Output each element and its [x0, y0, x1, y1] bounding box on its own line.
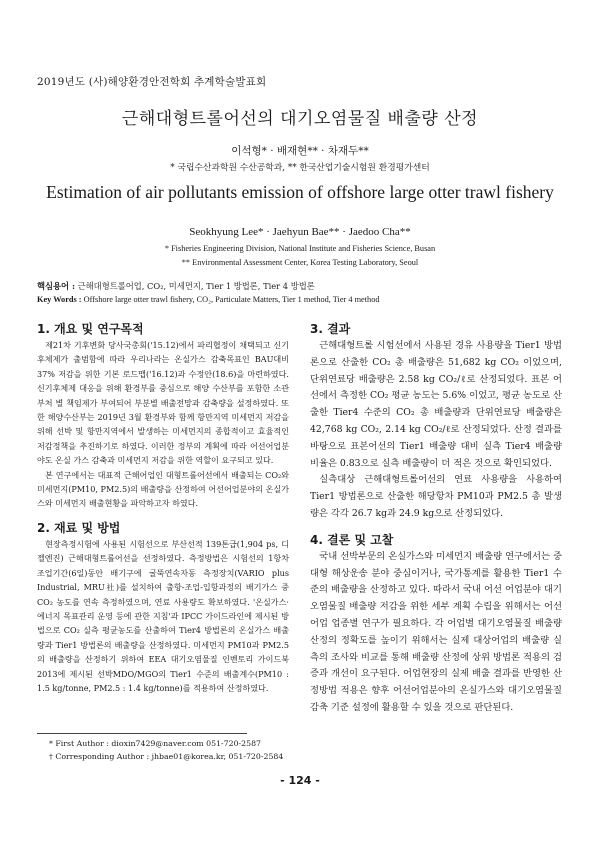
page-number: - 124 - — [280, 774, 320, 787]
keywords-english-label: Key Words : — [37, 295, 82, 304]
left-column — [37, 320, 289, 695]
footnote-first-author: * First Author : dioxin7429@naver.com 051-720-2587 — [49, 739, 262, 748]
overview-paragraph-2: 본 연구에서는 대표적 근해어업인 대형트롤어선에서 배출되는 CO₂와 미세먼지(PM10, PM2.5)의 배출량을 산정하여 어선어업분야의 온실가스와 미세먼지 배출현황을 파악하고자 하였다. — [37, 469, 289, 509]
affiliation-korean: * 국립수산과학원 수산공학과, ** 한국산업기술시험원 환경평가센터 — [170, 163, 430, 173]
keywords-english — [37, 295, 380, 304]
keywords-korean-label: 핵심용어 : — [37, 281, 76, 291]
section-heading-results: 3. 결과 — [310, 322, 351, 336]
section-heading-conclusion: 4. 결론 및 고찰 — [310, 532, 394, 547]
footnote-corresponding-author: † Corresponding Author : jhbae01@korea.kr, 051-720-2584 — [49, 752, 284, 761]
results-paragraph-1: 근해대형트롤 시험선에서 사용된 경유 사용량을 Tier1 방법론으로 산출한 CO₂ 총 배출량은 51,682 kg CO₂ 이었으며, 단위연료당 배출량은 2.58 kg CO₂/ℓ로 산정되었다. 표본 어선에서 측정한 CO₂ 평균 농도는 5.6% 이었고, 평균 농도로 산출한 Tier4 수준의 CO₂ 총 배출량과 단위연료당 배출량은 42,768 kg CO₂, 2.14 kg CO₂/ℓ로 산정되었다. 산정 결과를 바탕으로 표본어선의 Tier1 배출량 대비 실측 Tier4 배출량 비율은 0.83으로 실측 배출량이 더 적은 것으로 확인되었다. — [310, 340, 562, 469]
paper-title-english: Estimation of air pollutants emission of offshore large otter trawl fishery — [46, 182, 554, 202]
section-heading-overview: 1. 개요 및 연구목적 — [37, 322, 144, 336]
paper-title-korean: 근해대형트롤어선의 대기오염물질 배출량 산정 — [121, 109, 479, 129]
authors-english: Seokhyung Lee* · Jaehyun Bae** · Jaedoo Cha** — [189, 226, 411, 238]
conclusion-paragraph-1: 국내 선박부문의 온실가스와 미세먼지 배출량 연구에서는 중대형 해상운송 분야 중심이거나, 국가통계를 활용한 Tier1 수준의 배출량을 산정하고 있다. 따라서 국내 어선 어업분야 대기오염물질 배출량 저감을 위한 세부 계획 수립을 위해서는 어선어업 업종별 연구가 필요하다. 각 어업별 대기오염물질 배출량 산정의 정확도를 높이기 위해서는 실제 대상어업의 배출량 실측의 조사와 비교를 통해 배출량 산정에 상위 방법론 적용의 검증과 개선이 요구된다. 어업현장의 실제 배출 결과를 반영한 산정방법 적용은 향후 어선어업분야의 온실가스와 대기오염물질 감축 기준 설정에 활용할 수 있을 것으로 판단된다. — [310, 550, 562, 713]
right-column — [310, 320, 562, 717]
results-paragraph-2: 실측대상 근해대형트롤어선의 연료 사용량을 사용하여 Tier1 방법론으로 산출한 해당항차 PM10과 PM2.5 총 발생량은 각각 26.7 kg과 24.9 kg으로 산정되었다. — [310, 474, 562, 519]
keywords-english-text: Offshore large otter trawl fishery, CO₂, Particulate Matters, Tier 1 method, Tier 4 method — [83, 295, 380, 304]
keywords-korean-text: 근해대형트롤어업, CO₂, 미세먼지, Tier 1 방법론, Tier 4 방법론 — [77, 281, 315, 291]
methods-paragraph-1: 현장측정시험에 사용된 시험선으로 부산선적 139톤급(1,904 ps, 디젤엔진) 근해대형트롤어선을 선정하였다. 측정방법은 시험선의 1항차 조업기간(6일)동안 배기구에 굴뚝연속자동 측정장치(VARIO plus Industrial, MRU社)를 설치하여 출항-조업-입항과정의 배기가스 중 CO₂ 농도를 연속 측정하였으며, 연료 사용량도 확보하였다. '온실가스·에너지 목표관리 운영 등에 관한 지침'과 IPCC 가이드라인에 제시된 방법으로 CO₂ 실측 평균농도를 산출하여 Tier4 방법론의 온실가스 배출량과 Tier1 방법론의 배출량을 산정하였다. 미세먼지 PM10과 PM2.5의 배출량을 산정하기 위하여 EEA 대기오염물질 인벤토리 가이드북 2013에 제시된 선박MDO/MGO의 Tier1 수준의 배출계수(PM10 : 1.5 kg/tonne, PM2.5 : 1.4 kg/tonne)를 적용하여 산정하였다. — [37, 538, 289, 693]
overview-paragraph-1: 제21차 기후변화 당사국총회('15.12)에서 파리협정이 채택되고 신기후체제가 출범함에 따라 우리나라는 온실가스 감축목표인 BAU대비 37% 저감을 위한 기본 로드맵('16.12)과 수정안(18.6)을 마련하였다. 신기후체제 대응을 위해 환경부를 중심으로 해양 수산부를 포함한 소관부처 별 책임제가 부여되어 부분별 배출전망과 감축량을 설정하였다. 또한 해양수산부는 2019년 3월 환경부와 함께 항만지역 미세먼지 저감을 위해 선박 및 항만지역에서 발생하는 미세먼지의 종합적이고 효율적인 저감정책을 추진하기로 하였다. 이러한 정부의 계획에 따라 어선어업분야도 온실 가스 감축과 미세먼지 저감을 위한 역할이 요구되고 있다. — [37, 340, 289, 466]
keywords-korean — [37, 280, 315, 292]
section-heading-methods: 2. 재료 및 방법 — [37, 520, 121, 535]
footnote-divider — [37, 733, 247, 734]
affiliation-english-1: * Fisheries Engineering Division, National Institute and Fisheries Science, Busan — [164, 244, 436, 253]
affiliation-english-2: ** Environmental Assessment Center, Korea Testing Laboratory, Seoul — [181, 258, 419, 267]
authors-korean: 이석형* · 배재현** · 차재두** — [231, 145, 369, 157]
conference-header: 2019년도 (사)해양환경안전학회 추계학술발표회 — [37, 76, 267, 88]
